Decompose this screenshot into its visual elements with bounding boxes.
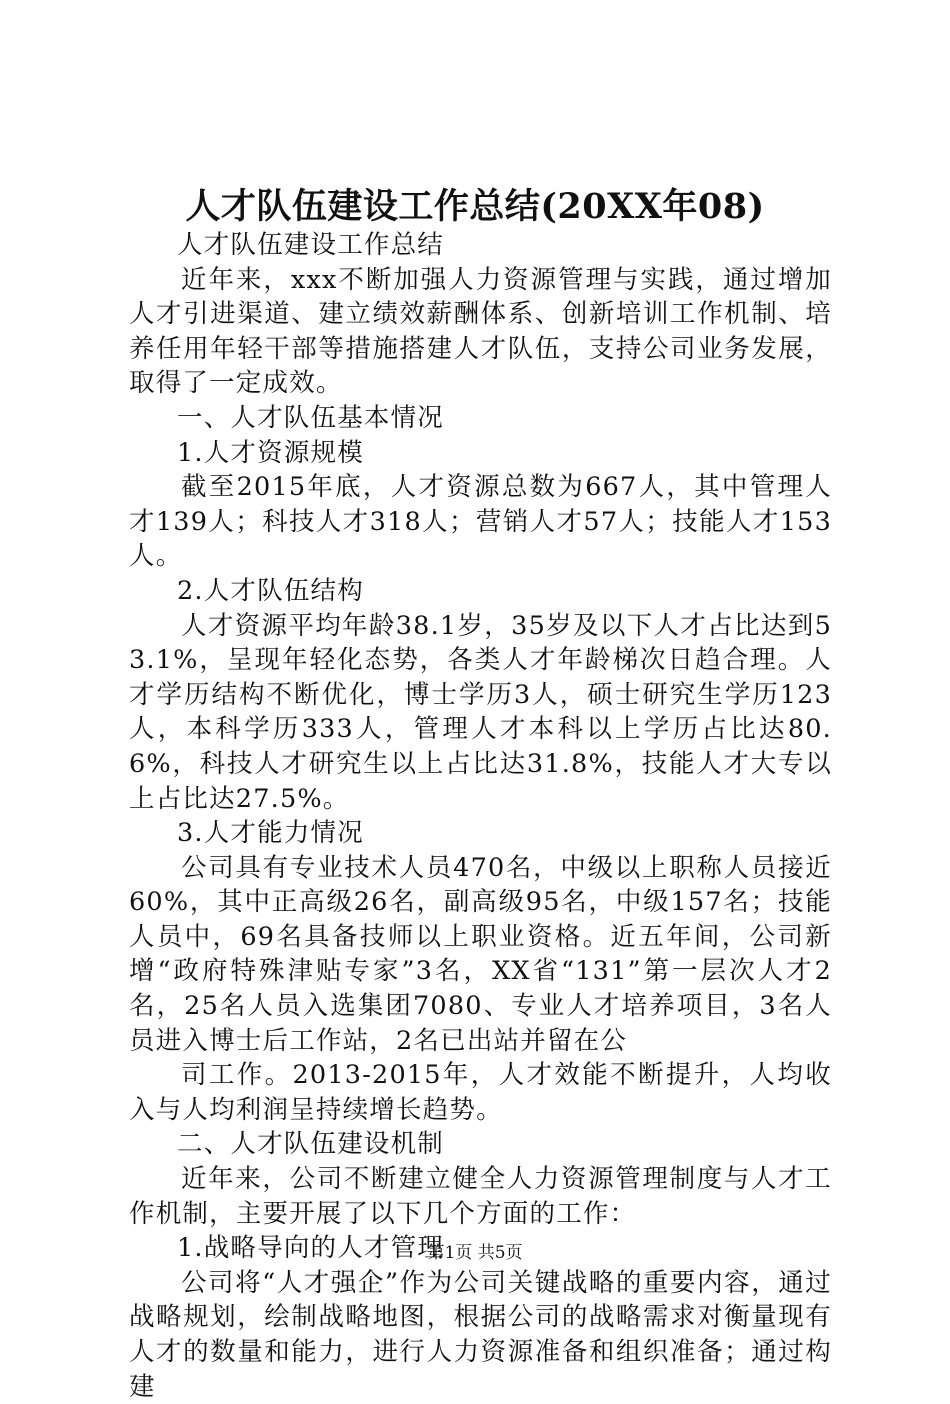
paragraph-subtitle: 人才队伍建设工作总结 (177, 230, 445, 260)
paragraph-ability-continued: 司工作。2013-2015年，人才效能不断提升，人均收入与人均利润呈持续增长趋势。 (129, 1060, 832, 1125)
paragraph-scale: 截至2015年底，人才资源总数为667人，其中管理人才139人；科技人才318人；营销人才57人；技能人才153人。 (129, 472, 832, 572)
paragraph-intro: 近年来，xxx不断加强人力资源管理与实践，通过增加人才引进渠道、建立绩效薪酬体系、创新培训工作机制、培养任用年轻干部等措施搭建人才队伍，支持公司业务发展，取得了一定成效。 (129, 264, 832, 399)
page-footer: 第1页 共5页 (427, 1243, 523, 1263)
document-title: 人才队伍建设工作总结(20XX年08) (185, 186, 765, 227)
paragraph-structure: 人才资源平均年龄38.1岁，35岁及以下人才占比达到53.1%，呈现年轻化态势，各类人才年龄梯次日趋合理。人才学历结构不断优化，博士学历3人，硕士研究生学历123人，本科学历333人，管理人才本科以上学历占比达80.6%，科技人才研究生以上占比达31.8%，技能人才大专以上占比达27.5%。 (129, 610, 832, 814)
subsection-heading-ability: 3.人才能力情况 (177, 818, 364, 849)
subsection-heading-strategy: 1.战略导向的人才管理 (177, 1233, 445, 1264)
section-heading-mechanism: 二、人才队伍建设机制 (177, 1129, 445, 1160)
subsection-heading-scale: 1.人才资源规模 (177, 437, 364, 468)
paragraph-mechanism-intro: 近年来，公司不断建立健全人力资源管理制度与人才工作机制，主要开展了以下几个方面的工作： (129, 1164, 832, 1229)
subsection-heading-structure: 2.人才队伍结构 (177, 575, 364, 606)
paragraph-ability: 公司具有专业技术人员470名，中级以上职称人员接近60%，其中正高级26名，副高级95名，中级157名；技能人员中，69名具备技师以上职业资格。近五年间，公司新增“政府特殊津贴专家”3名，XX省“131”第一层次人才2名，25名人员入选集团7080、专业人才培养项目，3名人员进入博士后工作站，2名已出站并留在公 (129, 852, 832, 1056)
document-body (129, 228, 832, 1404)
paragraph-strategy: 公司将“人才强企”作为公司关键战略的重要内容，通过战略规划，绘制战略地图，根据公司的战略需求对衡量现有人才的数量和能力，进行人力资源准备和组织准备；通过构建 (129, 1267, 832, 1402)
section-heading-basic-situation: 一、人才队伍基本情况 (177, 402, 445, 433)
